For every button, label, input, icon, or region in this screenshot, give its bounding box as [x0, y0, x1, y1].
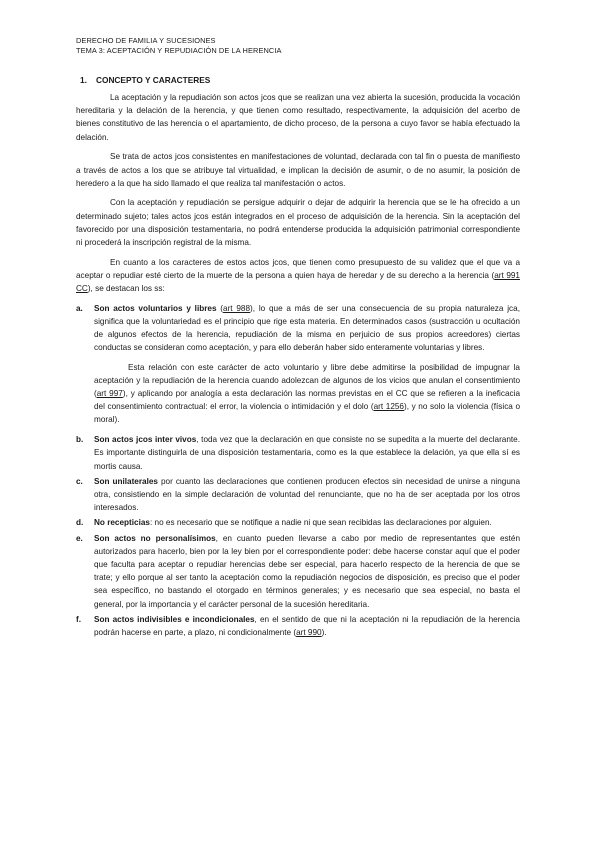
law-reference-link[interactable]: art 1256 [373, 402, 404, 412]
list-marker: b. [76, 435, 84, 445]
item-text: , en el sentido de que ni la aceptación ni la repudiación de la herencia podrán hacerse en parte, a plazo, ni condicionalmente ( [94, 614, 520, 638]
list-marker: c. [76, 476, 83, 486]
section-number: 1. [80, 75, 87, 85]
header-topic: TEMA 3: ACEPTACIÓN Y REPUDIACIÓN DE LA HERENCIA [76, 46, 282, 55]
item-heading: Son actos no personalísimos [94, 533, 216, 543]
note-text: ), y aplicando por analogía a esta declaración las normas previstas en el CC que se refieren a la ineficacia del consentimiento contractual: el error, la violencia o intimidación y el dolo ( [94, 389, 520, 412]
item-text: ). [321, 628, 327, 638]
list-marker: e. [76, 533, 83, 543]
law-reference-link[interactable]: art 988 [223, 303, 251, 313]
paragraph-3: Con la aceptación y repudiación se persigue adquirir o dejar de adquirir la herencia que se le ha ofrecido a un determinado sujeto; tales actos jcos están integrados en el proceso de adquisición de la herencia. Sin la aceptación del favorecido por una disposición testamentaria, no podrá entenderse producida la adquisición patrimonial correspondiente ni procederá la inscripción registral de la misma. [76, 198, 520, 248]
list-marker: f. [76, 614, 82, 624]
law-reference-link[interactable]: art 990 [296, 628, 322, 638]
list-item-c [76, 475, 520, 515]
item-text: ), lo que a más de ser una consecuencia de su propia naturaleza jca, significa que la voluntariedad es el principio que rige esta materia. En determinados casos (sustracción u ocultación de algunos efectos de la herencia, repudiación de la misma en perjuicio de sus propios acreedores) ciertas conductas se consideran como aceptación, y para ello deberán haber sido enteramente voluntarias y libres. [94, 303, 520, 353]
section-heading [80, 75, 520, 85]
list-item-d [76, 516, 520, 529]
paragraph-2: Se trata de actos jcos consistentes en manifestaciones de voluntad, declarada con tal fin o puesta de manifiesto a través de actos a los que se atribuye tal virtualidad, e implican la decisión de asumir, o de no asumir, la posición de heredero a la que ha sido llamado el que realiza tal manifestación o actos. [76, 152, 520, 188]
item-text: : no es necesario que se notifique a nadie ni que sean recibidas las declaraciones por alguien. [149, 518, 492, 528]
header-course: DERECHO DE FAMILIA Y SUCESIONES [76, 36, 216, 45]
item-heading: Son unilaterales [94, 476, 158, 486]
law-reference-link[interactable]: art 991 CC [76, 270, 520, 294]
list-item-e [76, 532, 520, 611]
law-reference-link[interactable]: art 997 [96, 389, 123, 399]
item-text: , toda vez que la declaración en que consiste no se supedita a la muerte del declarante. Es importante distinguirla de una disposición testamentaria, como es la que establece la delación, ya que ella sí es mortis causa. [94, 435, 521, 471]
section-title: CONCEPTO Y CARACTERES [96, 75, 211, 85]
list-marker: a. [76, 303, 83, 313]
note-text: Esta relación con este carácter de acto voluntario y libre debe admitirse la posibilidad de impugnar la aceptación y la repudiación de la herencia cuando adolezcan de algunos de los vicios que anulan el consentimiento ( [94, 362, 520, 399]
paragraph-1: La aceptación y la repudiación son actos jcos que se realizan una vez abierta la sucesión, producida la vocación hereditaria y la delación de la herencia, y que tienen como resultado, respectivamente, la adquisición del acerbo de bienes constitutivo de las herencia o el apartamiento, de dicho proceso, de la persona a cuyo favor se había efectuado la delación. [76, 93, 520, 142]
paragraph-4 [76, 256, 520, 296]
item-heading: No recepticias [94, 518, 150, 528]
note-text: ), y no solo la violencia (física o moral). [94, 402, 521, 425]
list-item-f [76, 613, 520, 639]
item-heading: Son actos voluntarios y libres [94, 303, 217, 313]
list-marker: d. [76, 518, 84, 528]
paragraph-4-text-start: En cuanto a los caracteres de estos actos jcos, que tienen como presupuesto de su validez que el que va a aceptar o repudiar esté cierto de la muerte de la persona a quien haya de heredar y de su derecho a la herencia ( [76, 257, 520, 280]
item-text: por cuanto las declaraciones que contienen producen efectos sin necesidad de unirse a ninguna otra, consistiendo en la simple declaración de voluntad del renunciante, que no ha de ser aceptada por los otros interesados. [94, 476, 520, 513]
item-text: ( [216, 303, 224, 313]
running-header [76, 36, 520, 56]
item-heading: Son actos indivisibles e incondicionales [94, 614, 255, 624]
list-item-a [76, 302, 520, 355]
item-text: , en cuanto pueden llevarse a cabo por medio de representantes que estén autorizados para hacerlo, bien por la ley bien por el correspondiente poder: debe hacerse constar aquí que el poder que faculta para aceptar o repudiar herencias debe ser especial, para hacerlo respecto de la herencia de que se trate; y ello porque al ser tanto la aceptación como la repudiación negocios de disposición, es preciso que el poder sea específico, no bastando el otorgado en términos generales; y es necesario que sea especial, no basta el general, por la importancia y el carácter personal de la sucesión hereditaria. [94, 533, 520, 609]
paragraph-4-text-end: ), se destacan los ss: [87, 284, 165, 294]
item-heading: Son actos jcos inter vivos [94, 435, 197, 445]
item-a-note [94, 361, 520, 427]
list-item-b [76, 433, 520, 473]
